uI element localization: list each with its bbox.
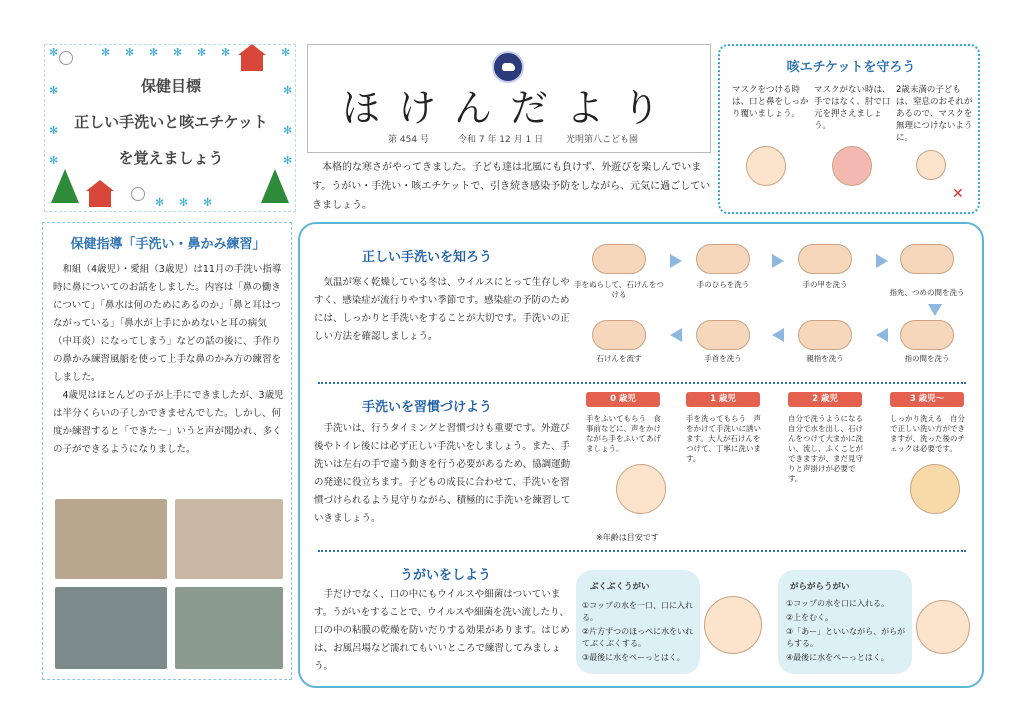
snowflake-icon: ✻ xyxy=(49,154,59,167)
guidance-paragraph-1: 和組（4歳児）・愛組（3歳児）は11月の手洗い指導時に鼻についてのお話をしました。内容は「鼻の働きについて」「鼻水は何のためにあるのか」「鼻と耳はつながっている」「鼻水が上手にかめないと耳の病気（中耳炎）になってしまう」などの話の後に、手作りの鼻かみ練習風船を使って上手な鼻のかみ方の練習をしました。 xyxy=(53,264,282,383)
wrist-wash-illustration xyxy=(696,320,750,350)
cross-mark-icon: ✕ xyxy=(952,186,964,202)
garagara-step-4: ④最後に水をぺーっとはく。 xyxy=(786,653,889,662)
hygiene-panel xyxy=(298,222,984,688)
thumb-wash-illustration xyxy=(798,320,852,350)
step-label-3: 手の甲を洗う xyxy=(802,280,848,289)
snowman-icon xyxy=(59,51,73,65)
house-icon xyxy=(241,55,263,71)
child-with-mask-illustration xyxy=(746,146,786,186)
rinse-soap-illustration xyxy=(592,320,646,350)
step-label-1: 手をぬらして、石けんをつける xyxy=(574,280,664,299)
gargle-body: 手だけでなく、口の中にもウイルスや細菌はついています。うがいをすることで、ウイルスや細菌を洗い流したり、口の中の粘膜の乾燥を防いだりする効果があります。はじめは、お風呂場など濡れてもいいところで練習してみましょう。 xyxy=(314,589,570,672)
cough-etiquette-box xyxy=(718,44,980,214)
age-text-0: 手をふいてもらう 食事前などに、声をかけながら手をふいてあげましょう。 xyxy=(586,414,661,453)
tree-icon xyxy=(261,169,289,203)
garagara-title: がらがらうがい xyxy=(790,582,850,592)
snowflake-icon: ✻ xyxy=(155,196,165,209)
garagara-bubble xyxy=(778,570,912,674)
back-of-hand-illustration xyxy=(798,244,852,274)
issue-number: 第 454 号 xyxy=(388,135,429,145)
snowflake-icon: ✻ xyxy=(173,46,183,59)
goal-line-1: 正しい手洗いと咳エチケット xyxy=(74,113,268,131)
garagara-step-3: ③「あー」といいながら、がらがらする。 xyxy=(786,627,906,648)
snowflake-icon: ✻ xyxy=(283,84,293,97)
goal-line-2: を覚えましょう xyxy=(118,149,224,167)
age-text-1: 手を洗ってもらう 声をかけて手洗いに誘います。大人が石けんをつけて、丁寧に洗います。 xyxy=(686,414,761,463)
handwash-body: 気温が寒く乾燥している冬は、ウイルスにとって生存しやすく、感染症が流行りやすい季節です。感染症の予防のためには、しっかりと手洗いをすることが大切です。手洗いの正しい方法を確認しましょう。 xyxy=(314,277,570,342)
bukubuku-step-2: ②片方ずつのほっぺに水をいれてぶくぶくする。 xyxy=(582,627,694,648)
palm-wash-illustration xyxy=(696,244,750,274)
hand-wet-soap-illustration xyxy=(592,244,646,274)
snowflake-icon: ✻ xyxy=(281,46,291,59)
arrow-left-icon xyxy=(670,328,682,342)
step-label-6: 親指を洗う xyxy=(806,354,844,363)
house-icon xyxy=(89,191,111,207)
cough-etiquette-title: 咳エチケットを守ろう xyxy=(786,60,916,75)
bukubuku-bubble xyxy=(576,570,700,674)
gargle-title: うがいをしよう xyxy=(400,568,492,583)
step-label-4: 指先、つめの間を洗う xyxy=(889,288,965,297)
handwash-title: 正しい手洗いを知ろう xyxy=(362,250,493,265)
goal-box xyxy=(44,44,296,212)
guidance-section xyxy=(42,222,292,680)
garagara-step-2: ②上をむく。 xyxy=(786,613,834,622)
snowflake-icon: ✻ xyxy=(221,46,231,59)
age-note: ※年齢は目安です xyxy=(596,533,659,542)
step-label-8: 石けんを流す xyxy=(596,354,642,363)
guidance-paragraph-2: 4歳児はほとんどの子が上手にできましたが、3歳児は半分くらいの子しかできませんでした。しかし、何度か練習すると「できた～」いうと声が聞かれ、多くの子ができるようになりました。 xyxy=(53,390,284,455)
class-photo-3 xyxy=(55,587,167,669)
cough-tip-mask: マスクをつける時は、口と鼻をしっかり覆いましょう。 xyxy=(732,85,809,119)
snowflake-icon: ✻ xyxy=(203,196,213,209)
arrow-right-icon xyxy=(772,254,784,268)
snowflake-icon: ✻ xyxy=(283,154,293,167)
masthead xyxy=(307,44,711,153)
issue-date: 令和 7 年 12 月 1 日 xyxy=(458,135,544,145)
step-label-5: 指の間を洗う xyxy=(904,354,950,363)
age-badge-1: 1 歳児 xyxy=(686,392,760,407)
child-washing-illustration xyxy=(910,464,960,514)
arrow-left-icon xyxy=(876,328,888,342)
snowman-icon xyxy=(131,187,145,201)
cough-tip-elbow: マスクがない時は、手ではなく、肘で口元を押さえましょう。 xyxy=(814,85,891,131)
fingertips-illustration xyxy=(900,244,954,274)
snowflake-icon: ✻ xyxy=(49,124,59,137)
arrow-left-icon xyxy=(772,328,784,342)
tree-icon xyxy=(51,169,79,203)
age-text-3: しっかり洗える 自分で正しい洗い方ができますが、洗った後のチェックは必要です。 xyxy=(890,414,965,453)
boy-gargling-illustration xyxy=(916,600,970,654)
bukubuku-step-3: ③最後に水をぺーっとはく。 xyxy=(582,653,685,662)
intro-text: 本格的な寒さがやってきました。子ども達は北風にも負けず、外遊びを楽しんでいます。うがい・手洗い・咳エチケットで、引き続き感染予防をしながら、元気に過ごしていきましょう。 xyxy=(312,162,711,211)
habit-title: 手洗いを習慣づけよう xyxy=(362,400,493,415)
snowflake-icon: ✻ xyxy=(283,124,293,137)
guidance-heading: 保健指導「手洗い・鼻かみ練習」 xyxy=(70,237,266,252)
age-badge-2: 2 歳児 xyxy=(788,392,862,407)
arrow-right-icon xyxy=(670,254,682,268)
snowflake-icon: ✻ xyxy=(125,46,135,59)
arrow-down-icon xyxy=(928,304,942,316)
toddler-illustration xyxy=(916,150,946,180)
goal-title: 保健目標 xyxy=(140,77,201,95)
snowflake-icon: ✻ xyxy=(49,46,59,59)
guidance-body xyxy=(53,261,285,459)
child-covering-mouth-illustration xyxy=(832,146,872,186)
cough-tip-under-two: 2歳未満の子どもは、窒息のおそれがあるので、マスクを無理につけないように。 xyxy=(896,85,973,143)
age-text-2: 自分で洗うようになる 自分で水を出し、石けんをつけて大まかに洗い、流し、ふくことができますが、まだ見守りと声掛けが必要です。 xyxy=(788,414,871,483)
newsletter-title: ほけんだより xyxy=(341,86,678,130)
class-photo-4 xyxy=(175,587,283,669)
snowflake-icon: ✻ xyxy=(149,46,159,59)
girl-gargling-illustration xyxy=(704,596,762,654)
age-badge-3: 3 歳児～ xyxy=(890,392,964,407)
step-label-7: 手首を洗う xyxy=(704,354,742,363)
age-badge-0: 0 歳児 xyxy=(586,392,660,407)
step-label-2: 手のひらを洗う xyxy=(696,280,750,289)
class-photo-1 xyxy=(55,499,167,579)
section-divider xyxy=(318,382,966,384)
parent-child-washing-illustration xyxy=(616,464,666,514)
snowflake-icon: ✻ xyxy=(179,196,189,209)
arrow-right-icon xyxy=(876,254,888,268)
section-divider xyxy=(318,550,966,552)
class-photo-2 xyxy=(175,499,283,579)
school-name: 光明第八こども園 xyxy=(566,135,639,145)
between-fingers-illustration xyxy=(900,320,954,350)
habit-body: 手洗いは、行うタイミングと習慣づけも重要です。外遊び後やトイレ後には必ず正しい手洗いをしましょう。また、手洗いは左右の手で違う動きを行う必要があるため、協調運動の発達に役立ちます。子どもの成長に合わせて、手洗いを習慣づけられるよう見守りながら、積極的に手洗いを練習していきましょう。 xyxy=(314,423,571,524)
snowflake-icon: ✻ xyxy=(197,46,207,59)
bukubuku-step-1: ①コップの水を一口、口に入れる。 xyxy=(582,601,694,622)
garagara-step-1: ①コップの水を口に入れる。 xyxy=(786,599,890,608)
snowflake-icon: ✻ xyxy=(49,84,59,97)
bukubuku-title: ぶくぶくうがい xyxy=(590,582,650,592)
snowflake-icon: ✻ xyxy=(101,46,111,59)
